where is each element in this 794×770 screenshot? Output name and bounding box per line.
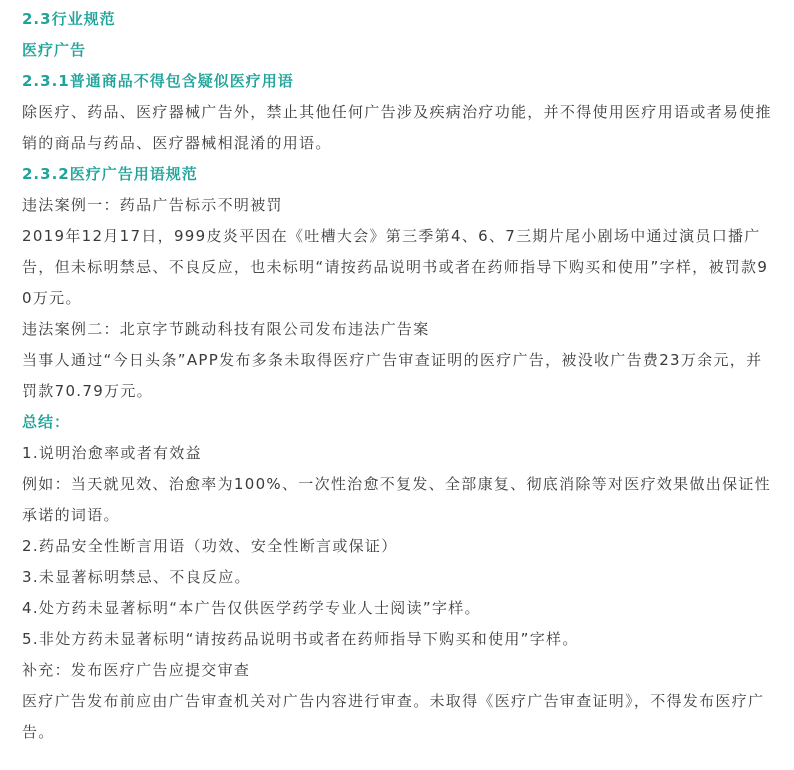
summary-item-4: 4.处方药未显著标明“本广告仅供医学药学专业人士阅读”字样。 — [22, 599, 481, 617]
case2-title: 违法案例二：北京字节跳动科技有限公司发布违法广告案 — [22, 320, 430, 338]
section-title: 2.3行业规范 — [22, 10, 116, 28]
summary-example: 例如：当天就见效、治愈率为100%、一次性治愈不复发、全部康复、彻底消除等对医疗效果做出保证性承诺的词语。 — [22, 475, 771, 524]
supplement-body: 医疗广告发布前应由广告审查机关对广告内容进行审查。未取得《医疗广告审查证明》，不得发布医疗广告。 — [22, 692, 765, 741]
case1-body: 2019年12月17日，999皮炎平因在《吐槽大会》第三季第4、6、7三期片尾小剧场中通过演员口播广告，但未标明禁忌、不良反应，也未标明“请按药品说明书或者在药师指导下购买和使用”字样，被罚款90万元。 — [22, 227, 769, 307]
supplement-title: 补充：发布医疗广告应提交审查 — [22, 661, 251, 679]
case1-title: 违法案例一：药品广告标示不明被罚 — [22, 196, 283, 214]
summary-item-3: 3.未显著标明禁忌、不良反应。 — [22, 568, 251, 586]
case2-body: 当事人通过“今日头条”APP发布多条未取得医疗广告审查证明的医疗广告，被没收广告费23万余元，并罚款70.79万元。 — [22, 351, 763, 400]
summary-item-2: 2.药品安全性断言用语（功效、安全性断言或保证） — [22, 537, 398, 555]
s231-title: 2.3.1普通商品不得包含疑似医疗用语 — [22, 72, 294, 90]
s231-body: 除医疗、药品、医疗器械广告外，禁止其他任何广告涉及疾病治疗功能，并不得使用医疗用语或者易使推销的商品与药品、医疗器械相混淆的用语。 — [22, 103, 772, 152]
subsection-title: 医疗广告 — [22, 41, 87, 59]
summary-item-5: 5.非处方药未显著标明“请按药品说明书或者在药师指导下购买和使用”字样。 — [22, 630, 579, 648]
summary-item-1: 1.说明治愈率或者有效益 — [22, 444, 202, 462]
summary-title: 总结： — [22, 413, 71, 431]
s232-title: 2.3.2医疗广告用语规范 — [22, 165, 198, 183]
